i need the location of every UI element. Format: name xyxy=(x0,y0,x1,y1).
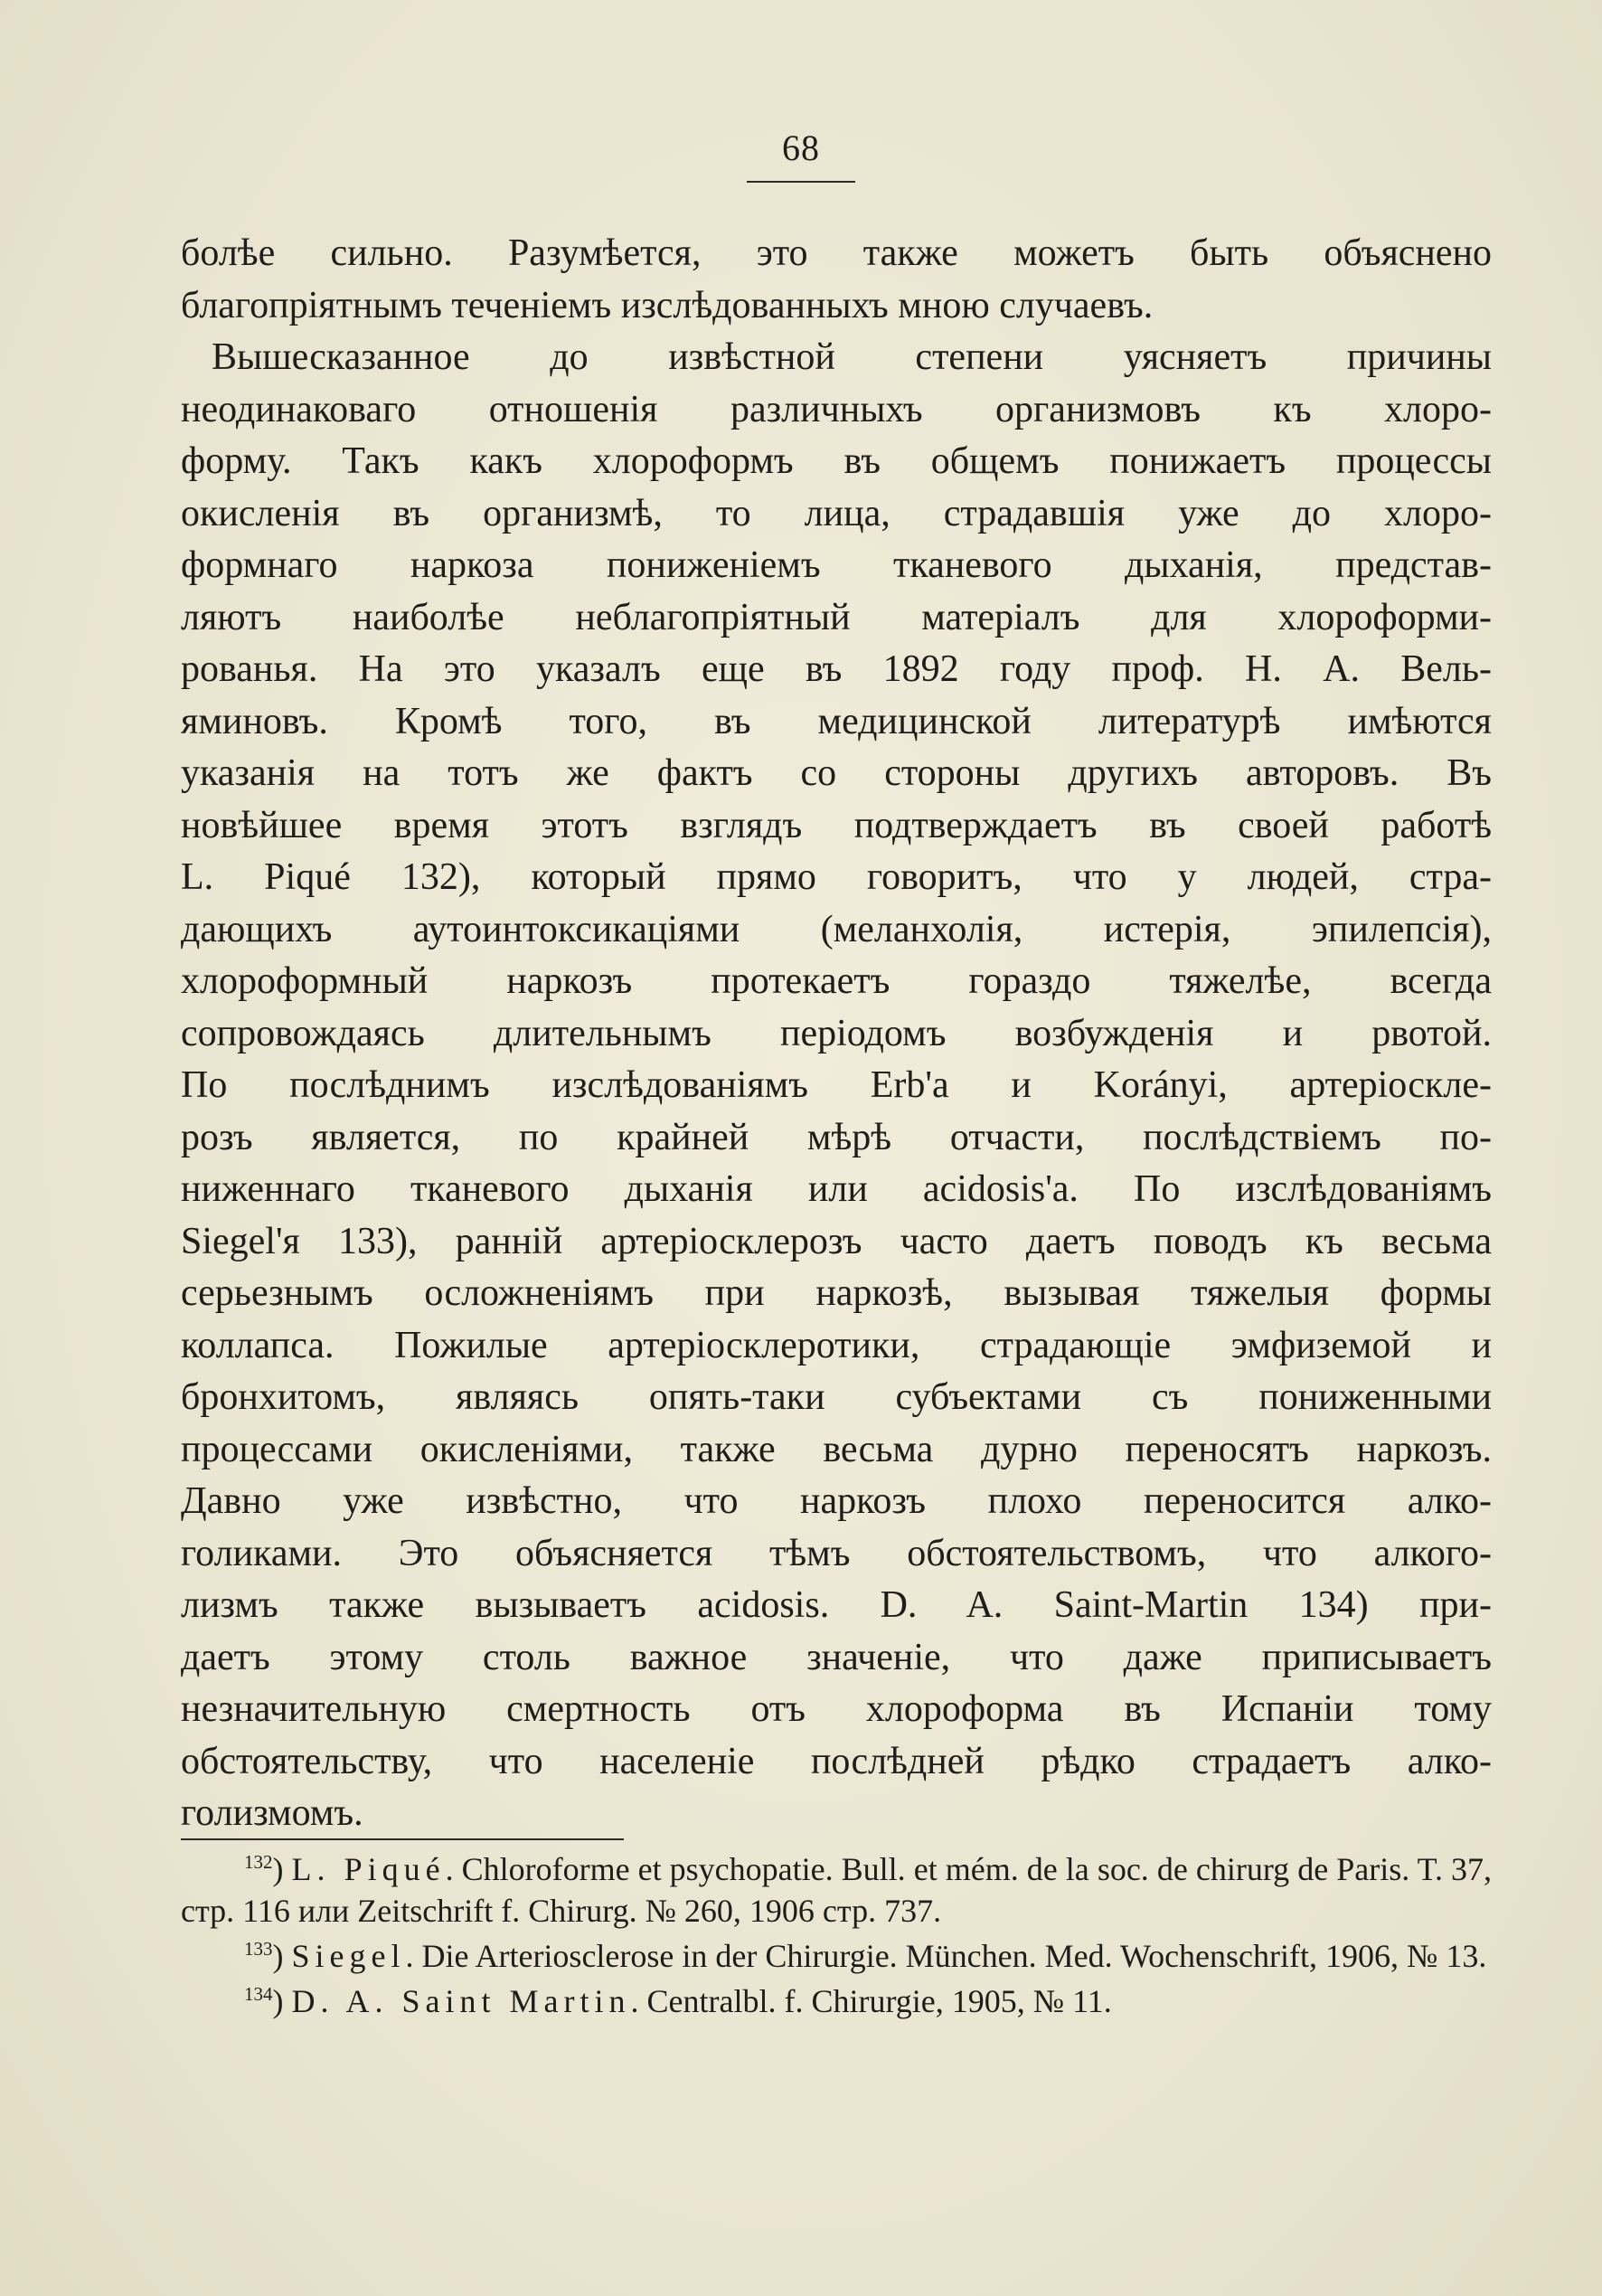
footnote-author: D. A. Saint Martin xyxy=(291,1983,631,2019)
footnote-author: Siegel xyxy=(291,1938,406,1974)
text-line: неодинаковаго отношенія различныхъ организмовъ къ хлоро- xyxy=(181,388,1492,430)
footnote-text: . Centralbl. f. Chirurgie, 1905, № 11. xyxy=(630,1983,1112,2019)
text-line: По послѣднимъ изслѣдованіямъ Erb'a и Korányi, артеріоскле- xyxy=(181,1064,1492,1106)
text-line: новѣйшее время этотъ взглядъ подтверждаетъ въ своей работѣ xyxy=(181,804,1492,846)
footnote-132: $^{132}$) L. Piqué. Chloroforme et psychopatie. Bull. et mém. de la soc. de chirurg de Paris. T. 37, стр. 116 или Zeitschrift f. Chirurg. № 260, 1906 стр. 737. xyxy=(181,1851,1493,1929)
text-line: яминовъ. Кромѣ того, въ медицинской литературѣ имѣются xyxy=(181,700,1492,742)
text-line: форму. Такъ какъ хлороформъ въ общемъ понижаетъ процессы xyxy=(181,440,1492,482)
text-line: ниженнаго тканевого дыханія или acidosis'a. По изслѣдованіямъ xyxy=(181,1168,1492,1210)
body-text xyxy=(181,228,1492,1840)
footnote-author: L. Piqué xyxy=(291,1851,446,1887)
text-line: коллапса. Пожилые артеріосклеротики, страдающіе эмфиземой и xyxy=(181,1324,1492,1366)
text-line: рованья. На это указалъ еще въ 1892 году проф. Н. А. Вель- xyxy=(181,648,1492,690)
text-line: ляютъ наиболѣе неблагопріятный матеріалъ для хлороформи- xyxy=(181,596,1492,638)
footnote-134: $^{134}$) D. A. Saint Martin. Centralbl. f. Chirurgie, 1905, № 11. xyxy=(244,1983,1112,2019)
text-line: лизмъ также вызываетъ acidosis. D. A. Saint-Martin 134) при- xyxy=(181,1584,1492,1626)
text-line: обстоятельству, что населеніе послѣдней рѣдко страдаетъ алко- xyxy=(181,1740,1492,1782)
text-line: серьезнымъ осложненіямъ при наркозѣ, вызывая тяжелыя формы xyxy=(181,1272,1492,1314)
footnote-ref: 134 xyxy=(244,1983,273,2005)
header-rule xyxy=(747,181,855,183)
text-line: бронхитомъ, являясь опять-таки субъектами съ пониженными xyxy=(181,1376,1492,1418)
text-line: процессами окисленіями, также весьма дурно переносятъ наркозъ. xyxy=(181,1428,1492,1470)
text-line: благопріятнымъ теченіемъ изслѣдованныхъ мною случаевъ. xyxy=(181,284,1154,326)
text-line: незначительную смертность отъ хлороформа въ Испаніи тому xyxy=(181,1688,1492,1730)
text-line: указанія на тотъ же фактъ со стороны другихъ авторовъ. Въ xyxy=(181,752,1492,794)
text-line: формнаго наркоза пониженіемъ тканевого дыханія, представ- xyxy=(181,544,1492,586)
text-line: болѣе сильно. Разумѣется, это также можетъ быть объяснено xyxy=(181,232,1492,274)
footnote-rule xyxy=(181,1838,624,1840)
footnote-text: . Chloroforme et psychopatie. Bull. et mém. de la soc. de chirurg de Paris. T. 37, стр. 116 или Zeitschrift f. Chirurg. № 260, 1906 стр. 737. xyxy=(181,1851,1493,1929)
text-line: даетъ этому столь важное значеніе, что даже приписываетъ xyxy=(181,1636,1492,1678)
text-line: дающихъ аутоинтоксикаціями (меланхолія, истерія, эпилепсія), xyxy=(181,908,1492,950)
footnote-133: $^{133}$) Siegel. Die Arteriosclerose in der Chirurgie. München. Med. Wochenschrift, 1906, № 13. xyxy=(244,1938,1487,1974)
text-line: хлороформный наркозъ протекаетъ гораздо тяжелѣе, всегда xyxy=(181,960,1492,1002)
footnote-text: . Die Arteriosclerose in der Chirurgie. München. Med. Wochenschrift, 1906, № 13. xyxy=(405,1938,1487,1974)
text-line: Вышесказанное до извѣстной степени уясняетъ причины xyxy=(212,336,1492,378)
text-line: розъ является, по крайней мѣрѣ отчасти, послѣдствіемъ по- xyxy=(181,1116,1492,1158)
text-line: голиками. Это объясняется тѣмъ обстоятельствомъ, что алкого- xyxy=(181,1532,1492,1574)
footnote-ref: 132 xyxy=(244,1851,273,1873)
text-line: окисленія въ организмѣ, то лица, страдавшія уже до хлоро- xyxy=(181,492,1492,534)
page-number: 68 xyxy=(782,128,820,168)
text-line: Давно уже извѣстно, что наркозъ плохо переносится алко- xyxy=(181,1480,1492,1522)
footnote-ref: 133 xyxy=(244,1938,273,1960)
footnotes xyxy=(181,1848,1492,2026)
text-line: голизмомъ. xyxy=(181,1792,363,1834)
text-line: L. Piqué 132), который прямо говоритъ, что у людей, стра- xyxy=(181,856,1492,898)
text-line: Siegel'я 133), ранній артеріосклерозъ часто даетъ поводъ къ весьма xyxy=(181,1220,1492,1262)
text-line: сопровождаясь длительнымъ періодомъ возбужденія и рвотой. xyxy=(181,1012,1492,1054)
